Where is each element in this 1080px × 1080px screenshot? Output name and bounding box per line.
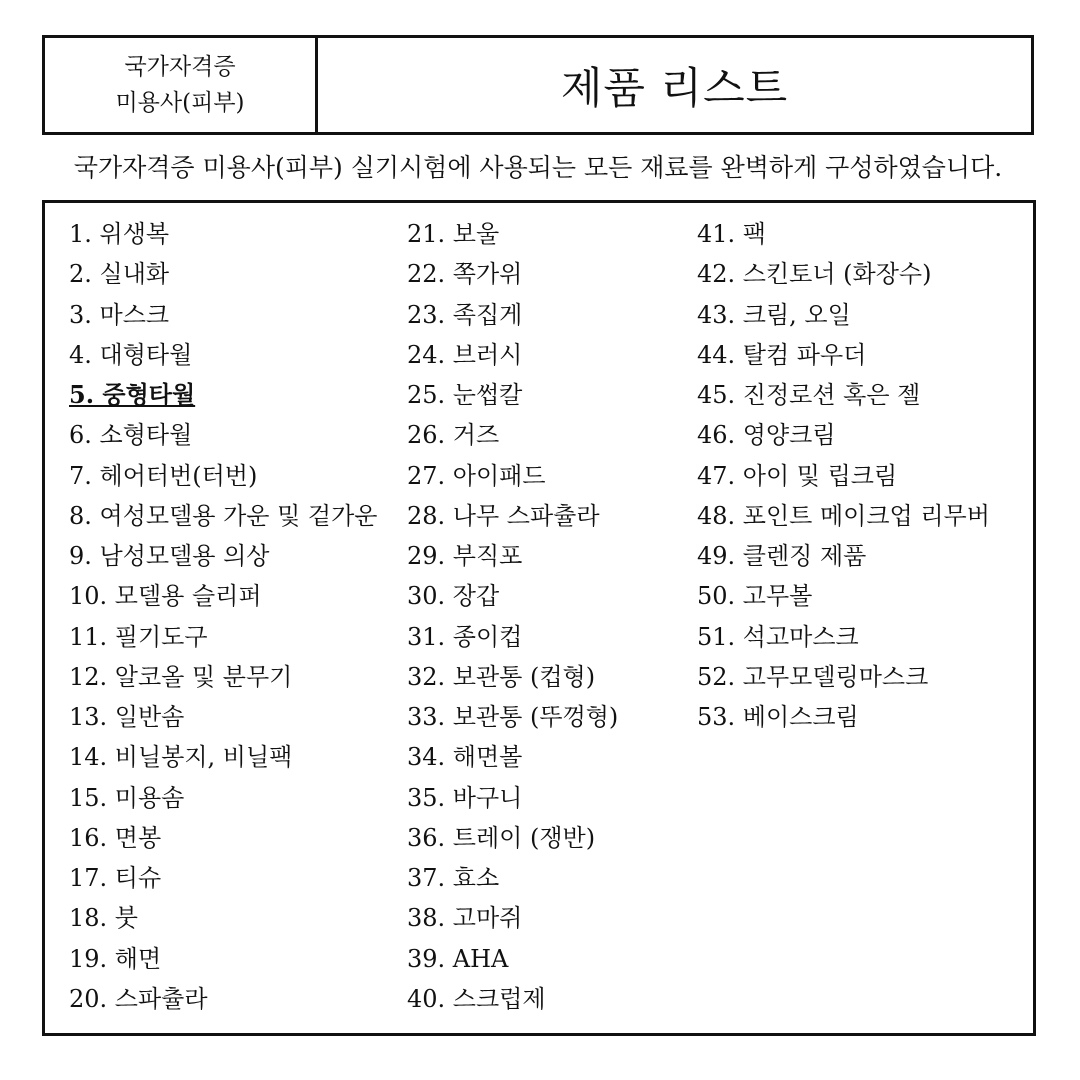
product-list-item: 9. 남성모델용 의상 [69, 542, 270, 570]
product-list-item: 45. 진정로션 혹은 젤 [697, 381, 921, 409]
product-list-item: 17. 티슈 [69, 864, 162, 892]
product-list-item: 37. 효소 [407, 864, 500, 892]
product-list-box [42, 200, 1036, 1036]
product-column-2 [407, 214, 618, 1019]
product-list-item: 1. 위생복 [69, 220, 170, 248]
product-list-item: 12. 알코올 및 분무기 [69, 662, 293, 691]
product-list-item: 2. 실내화 [69, 260, 170, 289]
product-list-item: 32. 보관통 (컵형) [407, 662, 596, 691]
product-list-item: 26. 거즈 [407, 421, 500, 450]
certification-field: 미용사(피부) [115, 90, 245, 116]
product-list-item: 48. 포인트 메이크업 리무버 [697, 501, 990, 530]
product-list-item: 33. 보관통 (뚜껑형) [407, 703, 619, 731]
product-list-item: 53. 베이스크림 [697, 703, 859, 731]
product-list-item: 50. 고무볼 [697, 582, 813, 611]
header-table [42, 35, 1034, 135]
product-list-item: 4. 대형타월 [69, 340, 193, 369]
product-list-item: 38. 고마쥐 [407, 904, 523, 933]
product-list-item: 16. 면봉 [69, 823, 162, 852]
product-list-item: 46. 영양크림 [697, 421, 836, 450]
product-list-item: 40. 스크럽제 [407, 984, 546, 1013]
product-list-item: 13. 일반솜 [69, 703, 185, 731]
product-list-item: 29. 부직포 [407, 542, 523, 570]
product-list-item: 24. 브러시 [407, 340, 523, 369]
certification-name: 국가자격증 [124, 54, 236, 80]
product-list-item: 19. 해면 [69, 944, 162, 973]
product-list-item: 3. 마스크 [69, 300, 170, 329]
product-list-item: 20. 스파츌라 [69, 984, 208, 1013]
description-text: 국가자격증 미용사(피부) 실기시험에 사용되는 모든 재료를 완벽하게 구성하였습니다. [73, 153, 1003, 182]
product-list-item: 18. 붓 [69, 904, 138, 933]
product-list-item: 44. 탈컴 파우더 [697, 340, 867, 369]
product-list-item: 28. 나무 스파츌라 [407, 501, 600, 530]
product-list-item: 27. 아이패드 [407, 461, 546, 490]
product-list-item: 34. 해면볼 [407, 743, 523, 772]
product-list-item: 39. AHA [407, 944, 509, 973]
product-column-3 [697, 214, 990, 737]
product-list-item: 22. 쪽가위 [407, 260, 523, 289]
header-certification-cell [45, 38, 318, 132]
product-list-item: 14. 비닐봉지, 비닐팩 [69, 743, 293, 772]
product-column-1 [69, 214, 377, 1019]
product-list-item: 43. 크림, 오일 [697, 300, 851, 329]
product-list-item: 42. 스킨토너 (화장수) [697, 260, 932, 289]
product-list-item: 23. 족집게 [407, 300, 523, 329]
product-list-item: 10. 모델용 슬리퍼 [69, 582, 262, 611]
product-list-item: 6. 소형타월 [69, 421, 193, 450]
product-list-item: 47. 아이 및 립크림 [697, 461, 898, 490]
product-list-item: 7. 헤어터번(터번) [69, 461, 258, 490]
product-list-item: 49. 클렌징 제품 [697, 542, 867, 570]
product-list-item: 5. 중형타월 [69, 380, 196, 409]
product-list-item: 36. 트레이 (쟁반) [407, 823, 596, 852]
page-title: 제품 리스트 [560, 63, 789, 114]
product-list-item: 35. 바구니 [407, 783, 523, 812]
product-list-item: 11. 필기도구 [69, 622, 208, 651]
product-list-item: 41. 팩 [697, 220, 766, 248]
product-list-item: 8. 여성모델용 가운 및 겉가운 [69, 501, 378, 530]
product-list-item: 31. 종이컵 [407, 622, 523, 651]
product-list-item: 15. 미용솜 [69, 783, 185, 812]
product-list-item: 52. 고무모델링마스크 [697, 662, 929, 691]
product-list-item: 25. 눈썹칼 [407, 381, 523, 409]
product-list-item: 21. 보울 [407, 220, 500, 248]
product-list-item: 51. 석고마스크 [697, 622, 859, 651]
product-list-item: 30. 장갑 [407, 582, 500, 611]
